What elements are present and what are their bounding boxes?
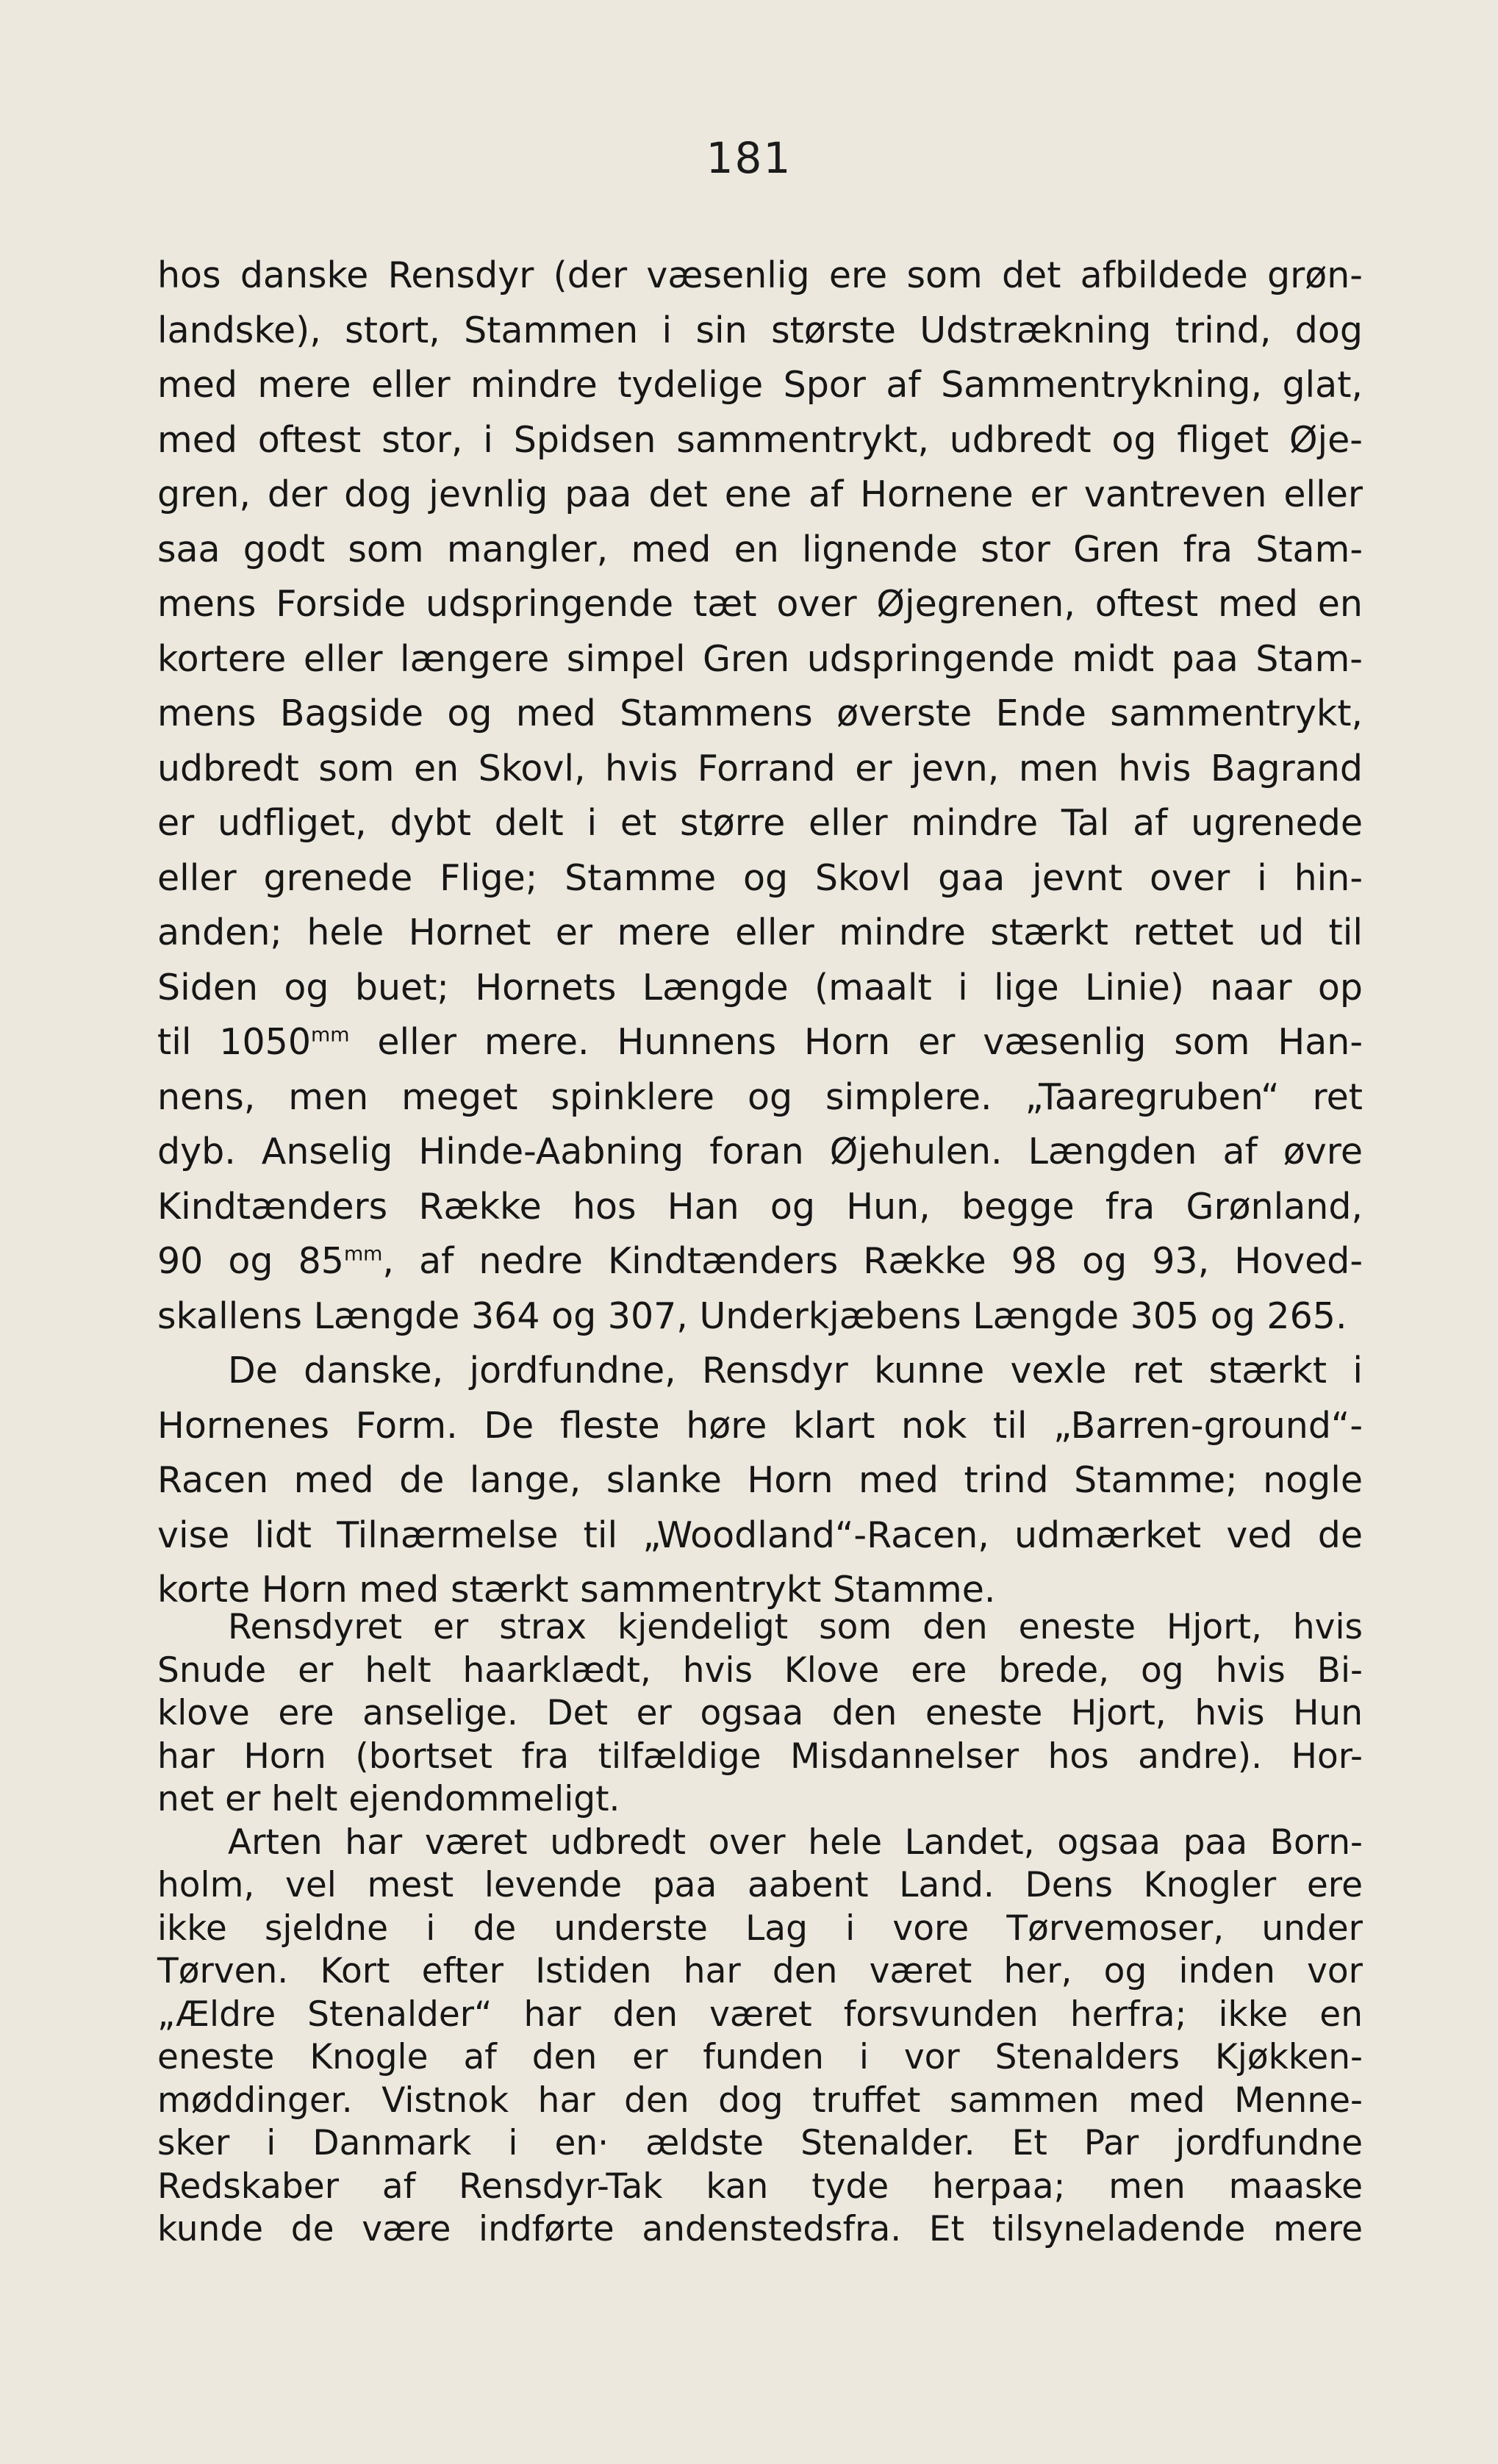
text-line: nens, men meget spinklere og simplere. „Taaregruben“ ret <box>157 1075 1363 1118</box>
text-line: Hornenes Form. De fleste høre klart nok til „Barren-ground“- <box>157 1404 1363 1447</box>
main-text-small <box>157 1606 1363 2252</box>
text-line <box>157 1234 1363 1289</box>
text-line: saa godt som mangler, med en lignende stor Gren fra Stam- <box>157 528 1363 570</box>
text-line: ikke sjeldne i de underste Lag i vore Tørvemoser, under <box>157 1908 1363 1949</box>
text-line: udbredt som en Skovl, hvis Forrand er jevn, men hvis Bagrand <box>157 747 1363 789</box>
text-line: Siden og buet; Hornets Længde (maalt i lige Linie) naar op <box>157 966 1363 1009</box>
unit-superscript: mm <box>311 1023 350 1047</box>
text-line: Snude er helt haarklædt, hvis Klove ere brede, og hvis Bi- <box>157 1650 1363 1691</box>
text-line: med oftest stor, i Spidsen sammentrykt, udbredt og fliget Øje- <box>157 418 1363 461</box>
text-line: De danske, jordfundne, Rensdyr kunne vexle ret stærkt i <box>228 1350 1363 1392</box>
text-fragment: til 1050 <box>157 1021 312 1063</box>
text-line: hos danske Rensdyr (der væsenlig ere som det afbildede grøn- <box>157 254 1363 296</box>
text-line: sker i Danmark i en· ældste Stenalder. Et Par jordfundne <box>157 2123 1363 2163</box>
text-line: anden; hele Hornet er mere eller mindre stærkt rettet ud til <box>157 912 1363 953</box>
text-line: gren, der dog jevnlig paa det ene af Hornene er vantreven eller <box>157 473 1363 515</box>
text-line: klove ere anselige. Det er ogsaa den eneste Hjort, hvis Hun <box>157 1693 1363 1733</box>
text-line: er udfliget, dybt delt i et større eller mindre Tal af ugrenede <box>157 802 1363 844</box>
text-line: net er helt ejendommeligt. <box>157 1779 620 1819</box>
text-line: dyb. Anselig Hinde-Aabning foran Øjehulen. Længden af øvre <box>157 1131 1363 1172</box>
text-line: korte Horn med stærkt sammentrykt Stamme. <box>157 1569 996 1611</box>
text-line: har Horn (bortset fra tilfældige Misdannelser hos andre). Hor- <box>157 1736 1363 1777</box>
text-line: mens Bagside og med Stammens øverste Ende sammentrykt, <box>157 692 1363 734</box>
text-fragment: 90 og 85 <box>157 1240 344 1282</box>
text-line: med mere eller mindre tydelige Spor af Sammentrykning, glat, <box>157 364 1363 406</box>
text-line: Rensdyret er strax kjendeligt som den eneste Hjort, hvis <box>228 1607 1363 1647</box>
text-line: vise lidt Tilnærmelse til „Woodland“-Racen, udmærket ved de <box>157 1514 1363 1556</box>
text-line: eneste Knogle af den er funden i vor Stenalders Kjøkken- <box>157 2037 1363 2077</box>
text-fragment: eller mere. Hunnens Horn er væsenlig som Han- <box>349 1021 1363 1063</box>
text-line: Arten har været udbredt over hele Landet, ogsaa paa Born- <box>228 1822 1363 1863</box>
text-line: Racen med de lange, slanke Horn med trind Stamme; nogle <box>157 1459 1363 1501</box>
text-line: møddinger. Vistnok har den dog truffet sammen med Menne- <box>157 2080 1363 2121</box>
text-line: kunde de være indførte andenstedsfra. Et tilsyneladende mere <box>157 2209 1363 2249</box>
text-line: landske), stort, Stammen i sin største Udstrækning trind, dog <box>157 309 1363 351</box>
text-line: Redskaber af Rensdyr-Tak kan tyde herpaa; men maaske <box>157 2166 1363 2207</box>
text-fragment: , af nedre Kindtænders Række 98 og 93, Hoved- <box>382 1240 1363 1282</box>
page-number: 181 <box>706 133 792 183</box>
main-text-large <box>157 248 1363 1618</box>
text-line: „Ældre Stenalder“ har den været forsvunden herfra; ikke en <box>157 1994 1363 2035</box>
text-line: skallens Længde 364 og 307, Underkjæbens Længde 305 og 265. <box>157 1294 1347 1337</box>
text-line: mens Forside udspringende tæt over Øjegrenen, oftest med en <box>157 583 1363 625</box>
text-line <box>157 1015 1363 1070</box>
text-line: holm, vel mest levende paa aabent Land. Dens Knogler ere <box>157 1865 1363 1905</box>
text-line: Tørven. Kort efter Istiden har den været her, og inden vor <box>157 1951 1363 1991</box>
text-line: kortere eller længere simpel Gren udspringende midt paa Stam- <box>157 637 1363 680</box>
text-line: eller grenede Flige; Stamme og Skovl gaa jevnt over i hin- <box>157 856 1363 899</box>
unit-superscript: mm <box>343 1242 383 1266</box>
text-line: Kindtænders Række hos Han og Hun, begge fra Grønland, <box>157 1185 1363 1228</box>
